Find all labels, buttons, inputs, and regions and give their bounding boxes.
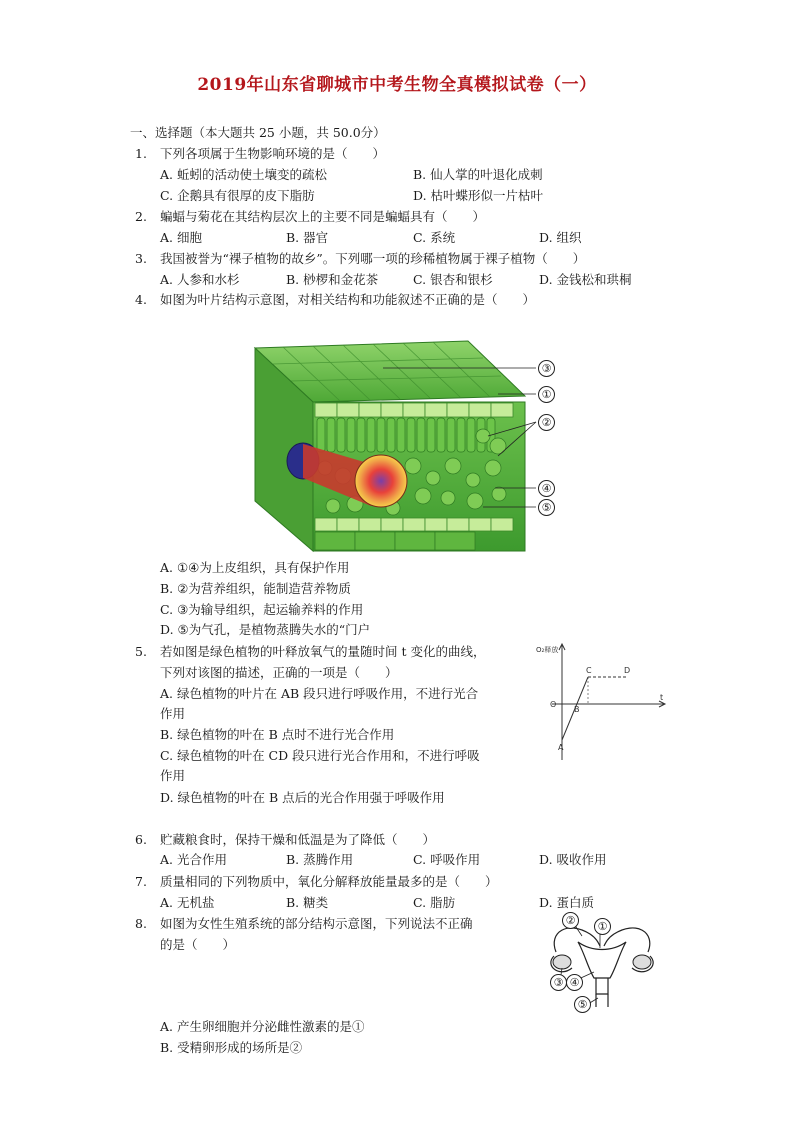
q4-number: 4. (135, 292, 147, 307)
q4-label-5: ⑤ (538, 499, 555, 516)
oxygen-release-graph (530, 640, 670, 765)
q2-option-c[interactable]: C. 系统 (413, 230, 456, 245)
q5-option-a-line1[interactable]: A. 绿色植物的叶片在 AB 段只进行呼吸作用，不进行光合 (160, 686, 479, 701)
q8-label-2: ② (562, 912, 579, 929)
q6-option-b[interactable]: B. 蒸腾作用 (286, 852, 354, 867)
graph-point-c: C (586, 666, 592, 675)
q1-option-b[interactable]: B. 仙人掌的叶退化成刺 (413, 167, 543, 182)
q8-stem-line2: 的是（ ） (160, 937, 236, 952)
q5-option-c-line2[interactable]: 作用 (160, 768, 186, 783)
q5-option-d[interactable]: D. 绿色植物的叶在 B 点后的光合作用强于呼吸作用 (160, 790, 445, 805)
q5-stem-line2: 下列对该图的描述，正确的一项是（ ） (160, 665, 398, 680)
q8-label-4: ④ (566, 974, 583, 991)
q3-option-c[interactable]: C. 银杏和银杉 (413, 272, 493, 287)
q6-option-d[interactable]: D. 吸收作用 (539, 852, 607, 867)
q6-stem: 贮藏粮食时，保持干燥和低温是为了降低（ ） (160, 832, 436, 847)
q1-number: 1. (135, 146, 147, 161)
q8-option-b[interactable]: B. 受精卵形成的场所是② (160, 1040, 303, 1055)
q5-option-c-line1[interactable]: C. 绿色植物的叶在 CD 段只进行光合作用和，不进行呼吸 (160, 748, 480, 763)
q4-label-1: ① (538, 386, 555, 403)
graph-point-b: B (574, 705, 580, 714)
q2-number: 2. (135, 209, 147, 224)
q6-option-a[interactable]: A. 光合作用 (160, 852, 227, 867)
graph-t: t (660, 693, 664, 702)
q1-option-c[interactable]: C. 企鹅具有很厚的皮下脂肪 (160, 188, 315, 203)
q4-stem: 如图为叶片结构示意图，对相关结构和功能叙述不正确的是（ ） (160, 292, 536, 307)
q3-option-b[interactable]: B. 桫椤和金花茶 (286, 272, 379, 287)
q7-stem: 质量相同的下列物质中，氧化分解释放能量最多的是（ ） (160, 874, 498, 889)
q5-option-a-line2[interactable]: 作用 (160, 706, 186, 721)
q3-option-a[interactable]: A. 人参和水杉 (160, 272, 240, 287)
q2-stem: 蝙蝠与菊花在其结构层次上的主要不同是蝙蝠具有（ ） (160, 209, 486, 224)
q8-label-3: ③ (550, 974, 567, 991)
q4-label-3: ③ (538, 360, 555, 377)
q7-option-a[interactable]: A. 无机盐 (160, 895, 215, 910)
leaf-structure-diagram (243, 336, 563, 558)
q8-label-1: ① (594, 918, 611, 935)
q1-option-a[interactable]: A. 蚯蚓的活动使土壤变的疏松 (160, 167, 327, 182)
q7-number: 7. (135, 874, 147, 889)
q4-option-c[interactable]: C. ③为输导组织，起运输养料的作用 (160, 602, 364, 617)
page-title: 2019年山东省聊城市中考生物全真模拟试卷（一） (197, 75, 597, 95)
q2-option-b[interactable]: B. 器官 (286, 230, 329, 245)
graph-origin: O (550, 700, 557, 709)
q2-option-d[interactable]: D. 组织 (539, 230, 582, 245)
q8-stem-line1: 如图为女性生殖系统的部分结构示意图，下列说法不正确 (160, 916, 473, 931)
q3-stem: 我国被誉为“裸子植物的故乡”。下列哪一项的珍稀植物属于裸子植物（ ） (160, 251, 586, 266)
graph-point-d: D (624, 666, 631, 675)
q1-stem: 下列各项属于生物影响环境的是（ ） (160, 146, 386, 161)
q4-option-b[interactable]: B. ②为营养组织，能制造营养物质 (160, 581, 351, 596)
section-heading: 一、选择题（本大题共 25 小题，共 50.0分） (130, 125, 386, 140)
q4-label-4: ④ (538, 480, 555, 497)
q3-option-d[interactable]: D. 金钱松和珙桐 (539, 272, 632, 287)
q6-number: 6. (135, 832, 147, 847)
q8-option-a[interactable]: A. 产生卵细胞并分泌雌性激素的是① (160, 1019, 365, 1034)
q7-option-c[interactable]: C. 脂肪 (413, 895, 456, 910)
q3-number: 3. (135, 251, 147, 266)
q5-stem-line1: 若如图是绿色植物的叶释放氧气的量随时间 t 变化的曲线， (160, 644, 486, 659)
graph-point-a: A (558, 743, 564, 752)
q5-option-b[interactable]: B. 绿色植物的叶在 B 点时不进行光合作用 (160, 727, 395, 742)
q2-option-a[interactable]: A. 细胞 (160, 230, 202, 245)
q4-option-a[interactable]: A. ①④为上皮组织，具有保护作用 (160, 560, 350, 575)
q7-option-b[interactable]: B. 糖类 (286, 895, 329, 910)
q8-label-5: ⑤ (574, 996, 591, 1013)
q4-label-2: ② (538, 414, 555, 431)
q7-option-d[interactable]: D. 蛋白质 (539, 895, 595, 910)
graph-ylabel: O₂释放 (536, 646, 559, 654)
q8-number: 8. (135, 916, 147, 931)
q5-number: 5. (135, 644, 147, 659)
q1-option-d[interactable]: D. 枯叶蝶形似一片枯叶 (413, 188, 544, 203)
q4-option-d[interactable]: D. ⑤为气孔，是植物蒸腾失水的“门户 (160, 622, 371, 637)
q6-option-c[interactable]: C. 呼吸作用 (413, 852, 481, 867)
